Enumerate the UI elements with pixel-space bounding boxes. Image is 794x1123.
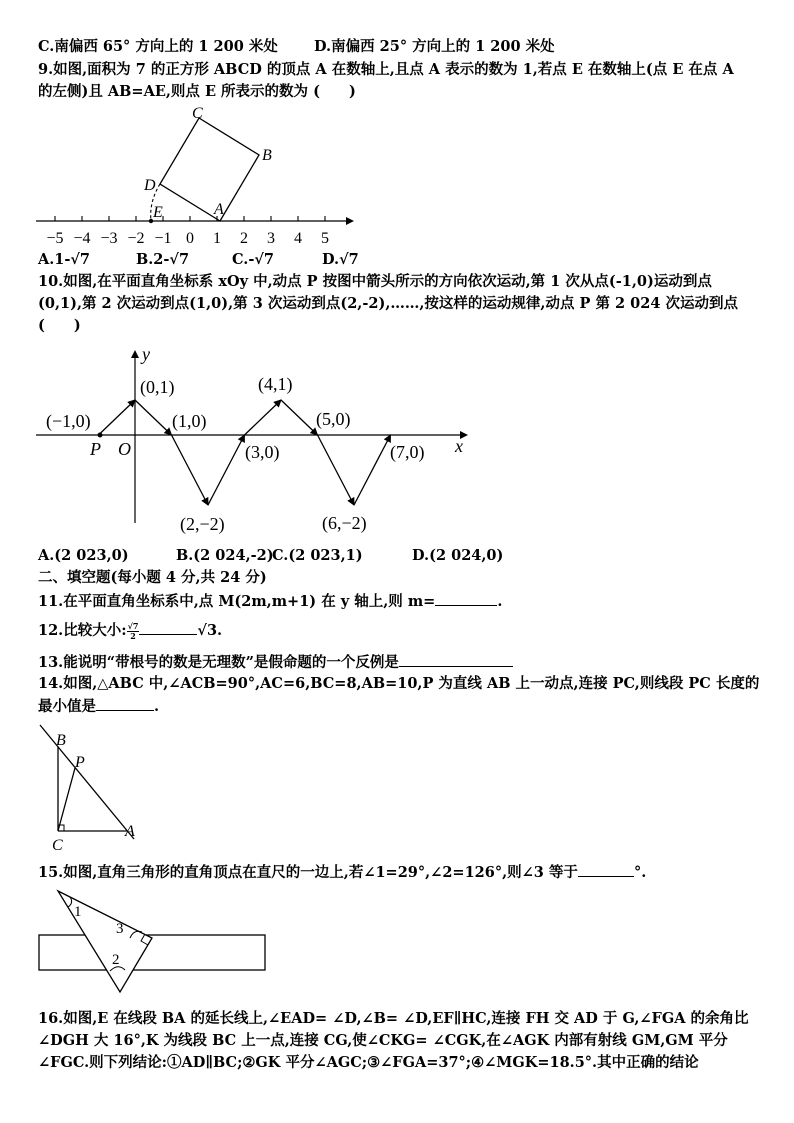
q10-options-row — [38, 546, 503, 566]
label-b: B — [56, 732, 66, 749]
x-axis-label: x — [455, 436, 463, 456]
q9-stem-line1: 9.如图,面积为 7 的正方形 ABCD 的顶点 A 在数轴上,且点 A 表示的数为 1,若点 E 在数轴上(点 E 在点 A — [38, 61, 734, 78]
q12-fraction — [127, 622, 140, 641]
label-3-0: (3,0) — [245, 442, 280, 462]
label-6-m2: (6,−2) — [322, 513, 367, 533]
label-m1-0: (−1,0) — [46, 411, 91, 431]
ruler — [39, 935, 265, 970]
q12-fraction-num: √7 — [127, 620, 139, 631]
right-triangle — [58, 891, 152, 992]
tick-label: 0 — [186, 230, 194, 247]
q11-end: . — [497, 593, 503, 610]
q10-figure — [30, 340, 480, 540]
line-ab — [40, 725, 134, 839]
q10-option-b: B.(2 024,-2) — [176, 547, 274, 564]
origin-label: O — [118, 439, 131, 459]
label-b: B — [262, 147, 272, 164]
q9-option-b: B.2-√7 — [136, 251, 190, 268]
q10-stem-line1: 10.如图,在平面直角坐标系 xOy 中,动点 P 按图中箭头所示的方向依次运动,第 1 次从点(-1,0)运动到点 — [38, 273, 712, 290]
angle-2-label: 2 — [112, 952, 120, 968]
q15 — [38, 862, 646, 883]
angle-1-label: 1 — [74, 904, 82, 920]
tick-label: 1 — [213, 230, 221, 247]
label-7-0: (7,0) — [390, 442, 425, 462]
q9-option-c: C.-√7 — [232, 251, 274, 268]
q15-figure — [30, 885, 270, 997]
path-segment — [172, 435, 209, 505]
tick-label: 5 — [321, 230, 329, 247]
tick-label: −4 — [73, 230, 91, 247]
path-segment — [281, 400, 318, 435]
tick-label: 2 — [240, 230, 248, 247]
y-axis-arrow — [131, 350, 139, 358]
path-segment — [318, 435, 355, 505]
path-segment — [208, 435, 245, 505]
q13 — [38, 652, 513, 673]
q15-end: °. — [633, 864, 647, 881]
y-axis-label: y — [142, 344, 150, 364]
q14-figure — [30, 715, 150, 855]
square-abcd — [160, 118, 259, 221]
q10-stem-line2: (0,1),第 2 次运动到点(1,0),第 3 次运动到点(2,-2),……,按这样的运动规律,动点 P 第 2 024 次运动到点 — [38, 295, 738, 312]
segment-cp — [58, 768, 75, 831]
q13-text: 13.能说明“带根号的数是无理数”是假命题的一个反例是 — [38, 654, 399, 671]
label-a: A — [125, 823, 135, 840]
path-segment — [135, 400, 172, 435]
q13-answer-blank[interactable] — [399, 652, 513, 667]
label-a: A — [214, 201, 224, 218]
point-p-label: P — [90, 439, 101, 459]
path-segment — [354, 435, 391, 505]
tick-label: −3 — [100, 230, 118, 247]
tick-label: −2 — [127, 230, 145, 247]
q11 — [38, 591, 502, 612]
q12-end: √3. — [197, 622, 223, 639]
path-segment — [245, 400, 282, 435]
q14-stem-line2 — [38, 696, 159, 717]
q8-option-d: D.南偏西 25° 方向上的 1 200 米处 — [313, 38, 555, 55]
path-segment — [99, 400, 136, 435]
q11-answer-blank[interactable] — [435, 591, 497, 606]
label-d: D — [144, 177, 156, 194]
q10-option-d: D.(2 024,0) — [412, 547, 504, 564]
tick-label: −5 — [46, 230, 64, 247]
q14-stem-line1: 14.如图,△ABC 中,∠ACB=90°,AC=6,BC=8,AB=10,P 为直线 AB 上一动点,连接 PC,则线段 PC 长度的 — [38, 675, 760, 692]
q10-option-c: C.(2 023,1) — [272, 547, 363, 564]
q14-end: . — [154, 698, 160, 715]
q8-options-row — [38, 37, 555, 57]
label-e: E — [153, 204, 163, 221]
q15-answer-blank[interactable] — [578, 862, 634, 877]
angle-3-label: 3 — [116, 921, 124, 937]
section-fill-blank-title: 二、填空题(每小题 4 分,共 24 分) — [38, 569, 267, 586]
tick-label: −1 — [154, 230, 172, 247]
q16-line1: 16.如图,E 在线段 BA 的延长线上,∠EAD= ∠D,∠B= ∠D,EF∥HC,连接 FH 交 AD 于 G,∠FGA 的余角比 — [38, 1010, 749, 1027]
label-c: C — [192, 105, 203, 122]
tick-label: 3 — [267, 230, 275, 247]
q12-prefix: 12.比较大小: — [38, 622, 127, 639]
tick-label: 4 — [294, 230, 302, 247]
label-c: C — [52, 837, 63, 854]
q8-option-c: C.南偏西 65° 方向上的 1 200 米处 — [38, 38, 278, 55]
label-0-1: (0,1) — [140, 377, 175, 397]
q9-options-row — [38, 250, 359, 270]
q14-answer-blank[interactable] — [96, 696, 154, 711]
label-5-0: (5,0) — [316, 409, 351, 429]
label-1-0: (1,0) — [172, 411, 207, 431]
q9-option-d: D.√7 — [322, 251, 359, 268]
q12 — [38, 620, 222, 641]
label-p: P — [75, 754, 85, 771]
q11-text: 11.在平面直角坐标系中,点 M(2m,m+1) 在 y 轴上,则 m= — [38, 593, 436, 610]
q10-option-a: A.(2 023,0) — [38, 547, 129, 564]
label-4-1: (4,1) — [258, 374, 293, 394]
q12-fraction-den: 2 — [130, 630, 136, 641]
q16-line2: ∠DGH 大 16°,K 为线段 BC 上一点,连接 CG,使∠CKG= ∠CGK,在∠AGK 内部有射线 GM,GM 平分 — [38, 1032, 728, 1049]
q15-text: 15.如图,直角三角形的直角顶点在直尺的一边上,若∠1=29°,∠2=126°,则∠3 等于 — [38, 864, 578, 881]
label-2-m2: (2,−2) — [180, 514, 225, 534]
q10-stem-line3: ( ) — [38, 317, 81, 334]
q9-figure — [30, 100, 360, 252]
q12-answer-blank[interactable] — [139, 620, 197, 635]
q16-line3: ∠FGC.则下列结论:①AD∥BC;②GK 平分∠AGC;③∠FGA=37°;④∠MGK=18.5°.其中正确的结论 — [38, 1054, 699, 1071]
number-line-arrow — [346, 217, 354, 225]
q9-stem-line2: 的左侧)且 AB=AE,则点 E 所表示的数为 ( ) — [38, 83, 356, 100]
q14-text: 最小值是 — [38, 698, 96, 715]
q9-option-a: A.1-√7 — [38, 251, 91, 268]
